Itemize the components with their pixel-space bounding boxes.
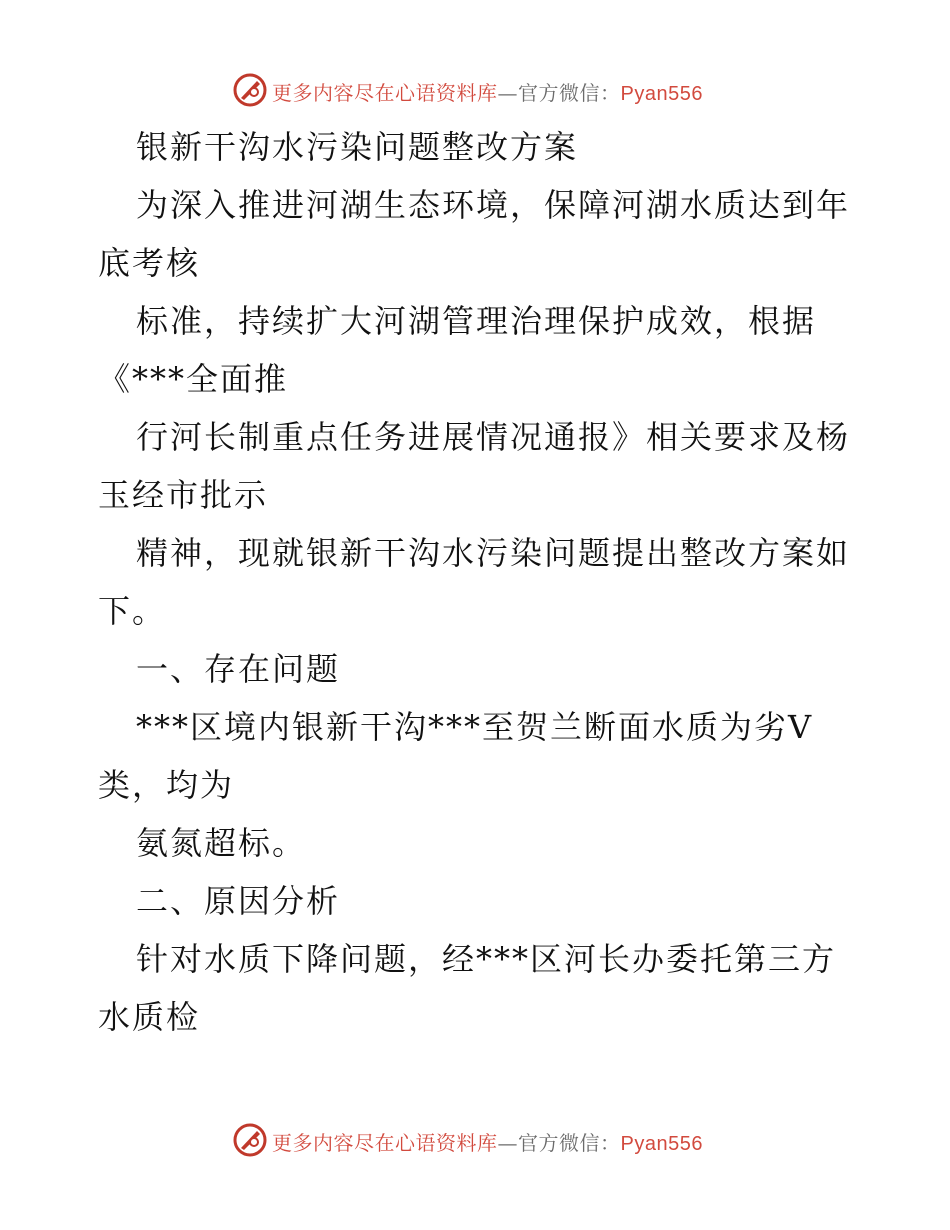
watermark-title: 更多内容尽在心语资料库 [272, 81, 498, 105]
paragraph-line: 为深入推进河湖生态环境，保障河湖水质达到年 [136, 186, 851, 224]
section-heading: 二、原因分析 [136, 882, 341, 920]
watermark-text [272, 1127, 703, 1156]
watermark-wechat-id: Pyan556 [620, 83, 703, 105]
quill-logo-icon [232, 1122, 268, 1158]
header-watermark-banner [0, 70, 950, 110]
watermark-wechat-id: Pyan556 [620, 1133, 703, 1155]
document-title: 银新干沟水污染问题整改方案 [136, 128, 579, 166]
section-heading: 一、存在问题 [136, 650, 341, 688]
paragraph-line: 《***全面推 [98, 360, 289, 398]
paragraph-line: 精神，现就银新干沟水污染问题提出整改方案如 [136, 534, 851, 572]
paragraph-line: 行河长制重点任务进展情况通报》相关要求及杨 [136, 418, 851, 456]
paragraph-line: 类，均为 [98, 766, 235, 804]
watermark-separator: —官方微信： [497, 1131, 621, 1155]
watermark-title: 更多内容尽在心语资料库 [272, 1131, 498, 1155]
quill-logo-icon [232, 72, 268, 108]
paragraph-line: 下。 [98, 592, 167, 630]
paragraph-line: 氨氮超标。 [136, 824, 307, 862]
paragraph-line: 针对水质下降问题，经***区河长办委托第三方 [136, 940, 837, 978]
paragraph-line: 玉经市批示 [98, 476, 269, 514]
paragraph-line: ***区境内银新干沟***至贺兰断面水质为劣V [136, 708, 814, 746]
paragraph-line: 水质检 [98, 998, 201, 1036]
paragraph-line: 底考核 [98, 244, 201, 282]
footer-watermark-banner [0, 1120, 950, 1160]
paragraph-line: 标准，持续扩大河湖管理治理保护成效，根据 [136, 302, 817, 340]
watermark-text [272, 77, 703, 106]
watermark-separator: —官方微信： [497, 81, 621, 105]
